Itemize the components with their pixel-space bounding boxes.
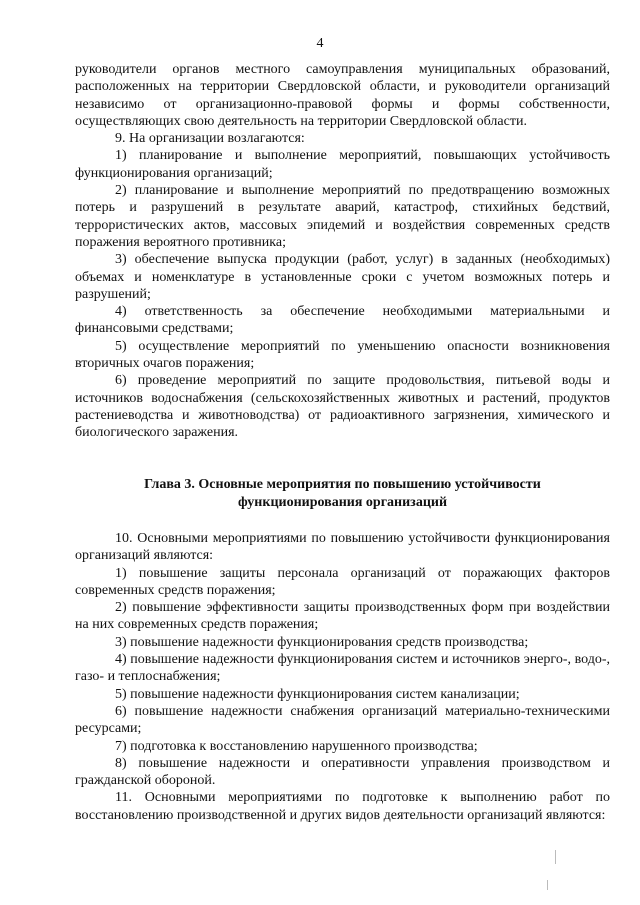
clause-10-item-6: 6) повышение надежности снабжения организаций материально-техническими ресурсами;: [75, 703, 610, 737]
clause-9-lead: 9. На организации возлагаются:: [115, 131, 305, 147]
clause-10-item-2: 2) повышение эффективности защиты производственных форм при воздействии на них современных средств поражения;: [75, 600, 610, 633]
clause-10-item-5: 5) повышение надежности функционирования систем канализации;: [115, 686, 520, 702]
clause-9-item-1: 1) планирование и выполнение мероприятий, повышающих устойчивость функционирования организаций;: [75, 148, 610, 181]
clause-10-item-1: 1) повышение защиты персонала организаций от поражающих факторов современных средств поражения;: [75, 565, 610, 598]
clause-10-item-3: 3) повышение надежности функционирования средств производства;: [115, 634, 529, 650]
clauses-8-9-section: [75, 61, 610, 442]
clause-11-lead: 11. Основными мероприятиями по подготовке к выполнению работ по восстановлению производственной и других видов деятельности организаций являются:: [75, 790, 610, 823]
clause-10-item-8: 8) повышение надежности и оперативности управления производством и гражданской обороной.: [75, 755, 610, 789]
chapter-3-title-line-1: Глава 3. Основные мероприятия по повышению устойчивости: [144, 477, 541, 492]
scan-artifact: [547, 880, 548, 890]
intro-paragraph: руководители органов местного самоуправления муниципальных образований, расположенных на территории Свердловской области, и руководители организаций независимо от организационно-правовой формы и формы собственности, осуществляющих свою деятельность на территории Свердловской области.: [75, 62, 610, 129]
clause-9-item-3: 3) обеспечение выпуска продукции (работ, услуг) в заданных (необходимых) объемах и номенклатуре в установленные сроки с учетом возможных потерь и разрушений;: [75, 252, 610, 302]
clause-10-item-7: 7) подготовка к восстановлению нарушенного производства;: [115, 738, 478, 754]
chapter-3-heading: [75, 476, 610, 512]
chapter-3-title-line-2: функционирования организаций: [237, 495, 448, 510]
clause-9-item-2: 2) планирование и выполнение мероприятий по предотвращению возможных потерь и разрушений в результате аварий, катастроф, стихийных бедствий, террористических актов, массовых эпидемий и воздействия современных средств поражения вероятного противника;: [75, 183, 610, 250]
clause-10-lead: 10. Основными мероприятиями по повышению устойчивости функционирования организаций являются:: [75, 531, 610, 564]
clauses-10-11-section: [75, 530, 610, 824]
clause-9-item-4: 4) ответственность за обеспечение необходимыми материальными и финансовыми средствами;: [75, 304, 610, 337]
scan-artifact: [555, 850, 556, 864]
clause-9-item-6: 6) проведение мероприятий по защите продовольствия, питьевой воды и источников водоснабжения (сельскохозяйственных животных и растений, продуктов растениеводства и животноводства) от радиоактивного загрязнения, химического и биологического заражения.: [75, 373, 610, 441]
page-number: 4: [316, 36, 324, 51]
clause-10-item-4: 4) повышение надежности функционирования систем и источников энерго-, водо-, газо- и теплоснабжения;: [75, 652, 610, 685]
clause-9-item-5: 5) осуществление мероприятий по уменьшению опасности возникновения вторичных очагов поражения;: [75, 338, 610, 372]
